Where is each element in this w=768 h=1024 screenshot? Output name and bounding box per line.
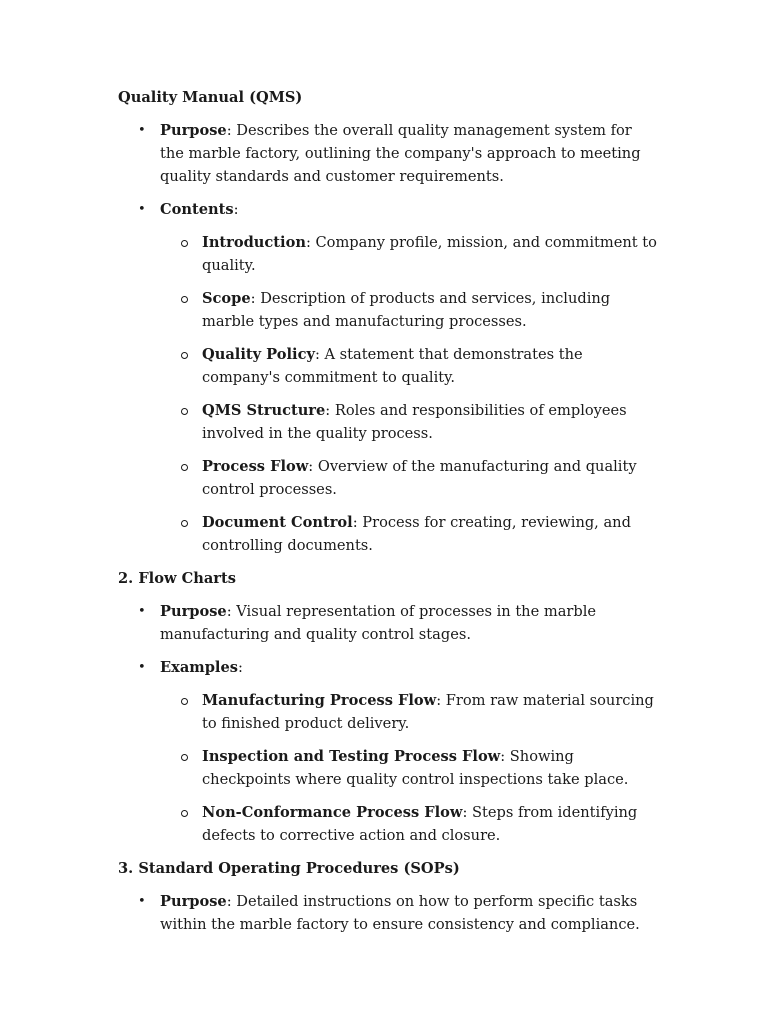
item-text: : Visual representation of processes in the marble manufacturing and quality control stages. (160, 603, 597, 643)
sub-list-item (160, 287, 658, 333)
sub-list-item (160, 801, 658, 847)
sub-item-text: : Description of products and services, including marble types and manufacturing processes. (202, 290, 611, 330)
circle-bullet-icon (181, 698, 188, 705)
sub-item-text: : A statement that demonstrates the company's commitment to quality. (202, 346, 583, 386)
bullet-icon: • (138, 660, 146, 675)
circle-bullet-icon (181, 754, 188, 761)
section-heading: 2. Flow Charts (118, 570, 236, 587)
sub-item-text: : Company profile, mission, and commitment to quality. (202, 234, 657, 274)
bullet-list (118, 119, 658, 557)
bullet-list (118, 890, 658, 936)
list-item (118, 890, 658, 936)
list-item (118, 656, 658, 847)
sub-list (160, 231, 658, 557)
sub-item-term: QMS Structure (202, 402, 326, 419)
sub-list-item (160, 455, 658, 501)
item-text: : Describes the overall quality management system for the marble factory, outlining the company's approach to meeting quality standards and customer requirements. (160, 122, 641, 185)
sub-item-term: Non-Conformance Process Flow (202, 804, 463, 821)
sub-list-item (160, 745, 658, 791)
sub-item-term: Scope (202, 290, 251, 307)
sub-list-item (160, 511, 658, 557)
sub-item-term: Process Flow (202, 458, 309, 475)
list-item (118, 119, 658, 188)
section-flow-charts (118, 567, 658, 847)
item-text: : Detailed instructions on how to perform specific tasks within the marble factory to ensure consistency and compliance. (160, 893, 640, 933)
circle-bullet-icon (181, 464, 188, 471)
item-term: Contents (160, 201, 234, 218)
sub-item-text: : Roles and responsibilities of employees involved in the quality process. (202, 402, 627, 442)
section-heading: 3. Standard Operating Procedures (SOPs) (118, 860, 460, 877)
item-term: Purpose (160, 603, 227, 620)
sub-list-item (160, 689, 658, 735)
circle-bullet-icon (181, 520, 188, 527)
bullet-icon: • (138, 894, 146, 909)
item-text: : (233, 201, 239, 218)
section-quality-manual (118, 86, 658, 557)
bullet-list (118, 600, 658, 847)
section-heading: Quality Manual (QMS) (118, 89, 303, 106)
sub-item-term: Introduction (202, 234, 306, 251)
sub-item-term: Inspection and Testing Process Flow (202, 748, 501, 765)
item-term: Purpose (160, 122, 227, 139)
bullet-icon: • (138, 123, 146, 138)
sub-item-text: : Steps from identifying defects to corrective action and closure. (202, 804, 638, 844)
list-item (118, 600, 658, 646)
circle-bullet-icon (181, 296, 188, 303)
circle-bullet-icon (181, 810, 188, 817)
list-item (118, 198, 658, 557)
sub-item-term: Document Control (202, 514, 353, 531)
item-term: Examples (160, 659, 238, 676)
sub-list-item (160, 231, 658, 277)
sub-list-item (160, 343, 658, 389)
sub-item-text: : Process for creating, reviewing, and controlling documents. (202, 514, 631, 554)
bullet-icon: • (138, 202, 146, 217)
sub-item-text: : Showing checkpoints where quality control inspections take place. (202, 748, 629, 788)
item-text: : (237, 659, 243, 676)
sub-item-term: Manufacturing Process Flow (202, 692, 437, 709)
sub-list (160, 689, 658, 847)
circle-bullet-icon (181, 408, 188, 415)
sub-item-text: : Overview of the manufacturing and quality control processes. (202, 458, 637, 498)
circle-bullet-icon (181, 240, 188, 247)
sub-list-item (160, 399, 658, 445)
item-term: Purpose (160, 893, 227, 910)
circle-bullet-icon (181, 352, 188, 359)
section-sops (118, 857, 658, 936)
sub-item-text: : From raw material sourcing to finished product delivery. (202, 692, 654, 732)
bullet-icon: • (138, 604, 146, 619)
document-page (118, 86, 658, 946)
sub-item-term: Quality Policy (202, 346, 315, 363)
